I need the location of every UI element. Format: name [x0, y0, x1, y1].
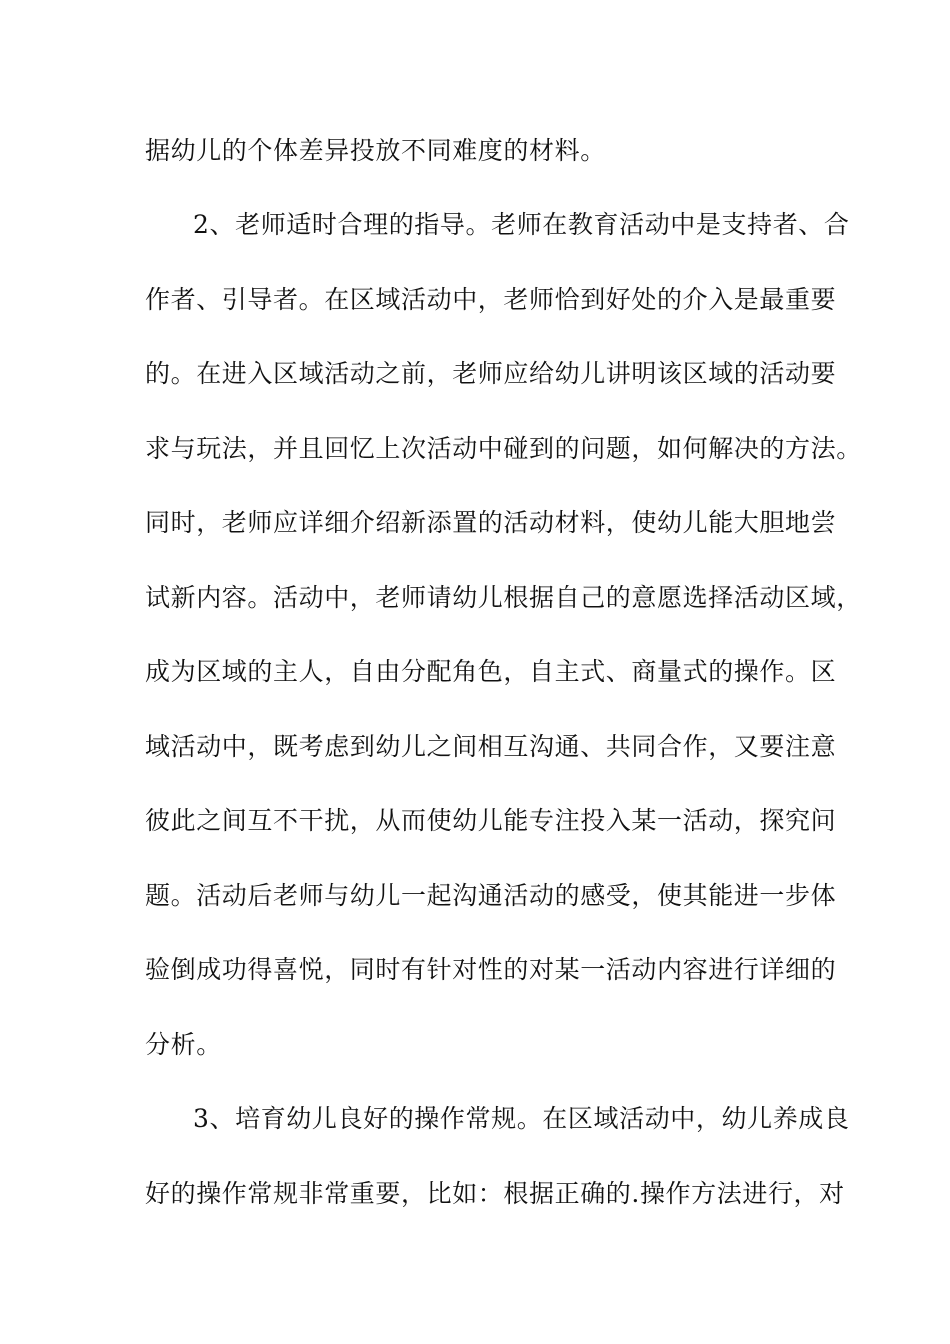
text-line-15: 好的操作常规非常重要，比如：根据正确的.操作方法进行，对: [145, 1179, 845, 1208]
text-line-7: 试新内容。活动中，老师请幼儿根据自己的意愿选择活动区域，: [145, 583, 862, 612]
text-line-10: 彼此之间互不干扰，从而使幼儿能专注投入某一活动，探究问: [145, 806, 837, 835]
text-line-6: 同时，老师应详细介绍新添置的活动材料，使幼儿能大胆地尝: [145, 508, 837, 537]
text-line-1: 据幼儿的个体差异投放不同难度的材料。: [145, 136, 606, 165]
text-line-14: 3、培育幼儿良好的操作常规。在区域活动中，幼儿养成良: [193, 1104, 850, 1133]
text-line-11: 题。活动后老师与幼儿一起沟通活动的感受，使其能进一步体: [145, 881, 837, 910]
text-line-2: 2、老师适时合理的指导。老师在教育活动中是支持者、合: [193, 210, 850, 239]
text-line-3: 作者、引导者。在区域活动中，老师恰到好处的介入是最重要: [145, 285, 837, 314]
text-line-8: 成为区域的主人，自由分配角色，自主式、商量式的操作。区: [145, 657, 837, 686]
text-line-9: 域活动中，既考虑到幼儿之间相互沟通、共同合作，又要注意: [145, 732, 837, 761]
text-line-12: 验倒成功得喜悦，同时有针对性的对某一活动内容进行详细的: [145, 955, 837, 984]
text-line-13: 分析。: [145, 1030, 222, 1059]
text-line-4: 的。在进入区域活动之前，老师应给幼儿讲明该区域的活动要: [145, 359, 837, 388]
text-line-5: 求与玩法，并且回忆上次活动中碰到的问题，如何解决的方法。: [145, 434, 862, 463]
